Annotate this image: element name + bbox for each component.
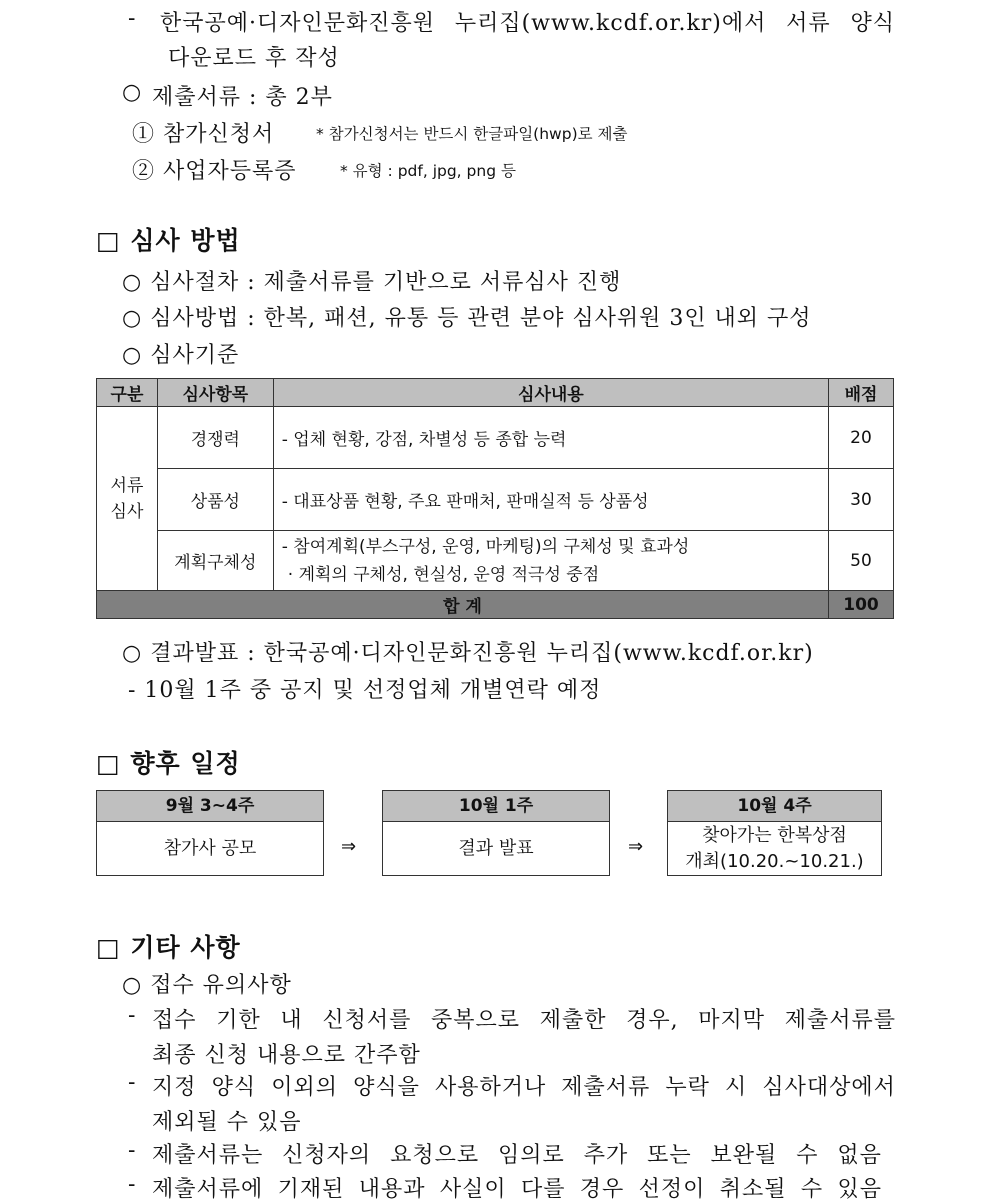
schedule-step-body	[97, 822, 323, 875]
word: 서류	[786, 11, 831, 36]
notice-item-cont: 제외될 수 있음	[152, 1110, 302, 1135]
review-method: ○ 심사방법 : 한복, 패션, 유통 등 관련 분야 심사위원 3인 내외 구성	[122, 306, 812, 331]
word: 경우,	[626, 1008, 679, 1033]
section-title-other: □ 기타 사항	[96, 933, 241, 962]
bullet-dash: -	[128, 1138, 137, 1163]
item-cell: 상품성	[157, 469, 273, 531]
word: 요청으로	[390, 1143, 480, 1168]
word: 있음	[837, 1177, 882, 1202]
word: 기재된	[277, 1177, 345, 1202]
submit-docs-line: 제출서류 : 총 2부	[152, 85, 333, 110]
word: 한국공예·디자인문화진흥원	[160, 11, 436, 36]
arrow-icon: ⇒	[341, 836, 357, 857]
word: 누리집(www.kcdf.or.kr)에서	[454, 11, 767, 36]
section-title-schedule: □ 향후 일정	[96, 749, 241, 778]
schedule-step	[667, 790, 882, 876]
word: 사실이	[439, 1177, 507, 1202]
word: 선정이	[638, 1177, 706, 1202]
table-row	[97, 469, 894, 531]
word: 지정	[152, 1075, 197, 1100]
word: 이외의	[271, 1075, 338, 1100]
header-item: 심사항목	[157, 379, 273, 407]
table-row	[97, 407, 894, 469]
download-instruction-line	[160, 6, 895, 37]
word: 마지막	[698, 1008, 766, 1033]
result-announcement-sub: - 10월 1주 중 공지 및 선정업체 개별연락 예정	[128, 678, 602, 703]
word: 다를	[520, 1177, 566, 1202]
header-category: 구분	[97, 379, 158, 407]
schedule-step	[382, 790, 610, 876]
schedule-step-what: 참가사 공모	[163, 837, 257, 859]
word: 사용하거나	[434, 1075, 547, 1100]
content-cell	[273, 531, 828, 591]
word: 취소될	[719, 1177, 787, 1202]
content-subline: · 계획의 구체성, 현실성, 운영 적극성 중점	[287, 564, 600, 585]
word: 수	[796, 1143, 819, 1168]
total-score: 100	[829, 591, 894, 619]
bullet-dash: -	[128, 1003, 137, 1028]
word: 제출서류에	[152, 1177, 264, 1202]
word: 또는	[647, 1143, 692, 1168]
table-row	[97, 531, 894, 591]
content-cell: - 대표상품 현황, 주요 판매처, 판매실적 등 상품성	[273, 469, 828, 531]
doc2-note: * 유형 : pdf, jpg, png 등	[340, 162, 516, 180]
word: 수	[800, 1177, 824, 1202]
review-criteria: ○ 심사기준	[122, 343, 240, 368]
word: 신청서를	[322, 1008, 412, 1033]
word: 내용과	[358, 1177, 426, 1202]
word: 내	[280, 1008, 303, 1033]
score-cell: 30	[829, 469, 894, 531]
word: 경우	[579, 1177, 625, 1202]
word: 양식을	[353, 1075, 420, 1100]
schedule-step-when: 9월 3~4주	[97, 791, 323, 822]
result-announcement: ○ 결과발표 : 한국공예·디자인문화진흥원 누리집(www.kcdf.or.kr)	[122, 641, 814, 666]
schedule-step-what: 찾아가는 한복상점	[702, 824, 847, 846]
table-header-row	[97, 379, 894, 407]
word: 제출서류는	[152, 1143, 264, 1168]
total-label: 합 계	[97, 591, 829, 619]
score-cell: 20	[829, 407, 894, 469]
section-title-review: □ 심사 방법	[96, 226, 241, 255]
schedule-step-when: 10월 4주	[668, 791, 881, 822]
doc1-label: ① 참가신청서	[132, 122, 275, 147]
item-cell: 경쟁력	[157, 407, 273, 469]
word: 중복으로	[431, 1008, 521, 1033]
word: 접수	[152, 1008, 197, 1033]
notice-item	[152, 1172, 882, 1203]
notice-item	[152, 1070, 896, 1101]
schedule-step-when: 10월 1주	[383, 791, 609, 822]
doc1-note: * 참가신청서는 반드시 한글파일(hwp)로 제출	[316, 125, 628, 143]
word: 제출서류	[561, 1075, 651, 1100]
word: 기한	[216, 1008, 261, 1033]
word: 양식	[211, 1075, 257, 1100]
item-cell: 계획구체성	[157, 531, 273, 591]
word: 추가	[583, 1143, 629, 1168]
word: 제출서류를	[784, 1008, 896, 1033]
word: 임의로	[498, 1143, 565, 1168]
category-cell: 서류 심사	[97, 407, 158, 591]
word: 시	[725, 1075, 748, 1100]
bullet-dash: -	[128, 6, 137, 31]
notice-heading: ○ 접수 유의사항	[122, 973, 292, 998]
header-score: 배점	[829, 379, 894, 407]
score-cell: 50	[829, 531, 894, 591]
schedule-step	[96, 790, 324, 876]
doc2-label: ② 사업자등록증	[132, 159, 297, 184]
word: 양식	[850, 11, 895, 36]
notice-item	[152, 1138, 882, 1169]
word: 심사대상에서	[762, 1075, 896, 1100]
notice-item-cont: 최종 신청 내용으로 간주함	[152, 1043, 421, 1068]
word: 신청자의	[282, 1143, 372, 1168]
notice-item	[152, 1003, 896, 1034]
word: 보완될	[710, 1143, 778, 1168]
schedule-step-what: 결과 발표	[458, 837, 534, 859]
word: 없음	[837, 1143, 882, 1168]
arrow-icon: ⇒	[628, 836, 644, 857]
header-content: 심사내용	[273, 379, 828, 407]
word: 제출한	[539, 1008, 607, 1033]
circle-bullet: ○	[122, 80, 143, 105]
content-line: - 참여계획(부스구성, 운영, 마케팅)의 구체성 및 효과성	[281, 536, 690, 557]
schedule-step-what-2: 개최(10.20.~10.21.)	[685, 850, 864, 872]
review-procedure: ○ 심사절차 : 제출서류를 기반으로 서류심사 진행	[122, 270, 622, 295]
download-instruction-cont: 다운로드 후 작성	[168, 46, 340, 71]
schedule-step-body	[383, 822, 609, 875]
evaluation-table	[96, 378, 894, 619]
word: 누락	[665, 1075, 710, 1100]
total-row	[97, 591, 894, 619]
bullet-dash: -	[128, 1070, 137, 1095]
content-cell: - 업체 현황, 강점, 차별성 등 종합 능력	[273, 407, 828, 469]
schedule-step-body	[668, 822, 881, 875]
bullet-dash: -	[128, 1172, 137, 1197]
